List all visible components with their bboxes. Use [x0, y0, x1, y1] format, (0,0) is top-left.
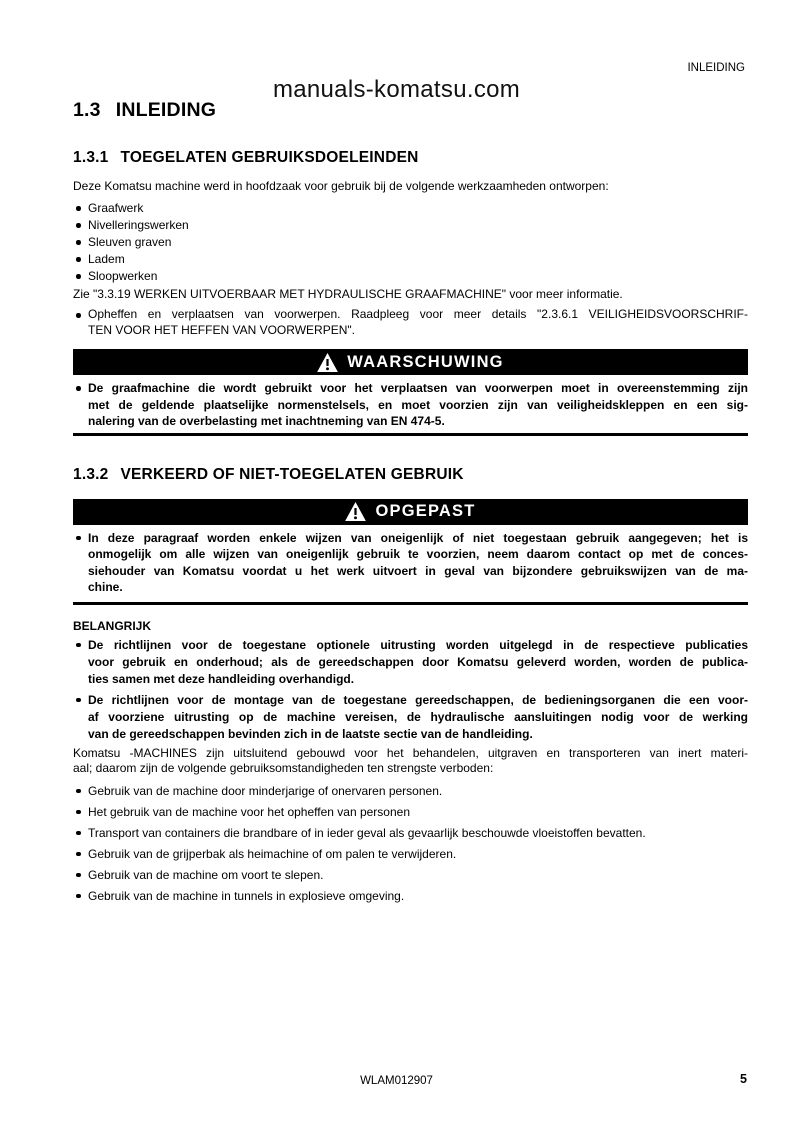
- list-item: [73, 268, 748, 285]
- text-line: voor gebruik en onderhoud; als de gereedschappen door Komatsu geleverd worden, worden de publica-: [88, 654, 748, 669]
- bullet-icon: [76, 223, 81, 228]
- section-heading-1-3: [73, 99, 748, 121]
- text-line: Opheffen en verplaatsen van voorwerpen. Raadpleeg voor meer details "2.3.6.1 VEILIGHEIDSVOORSCHRIF-: [88, 307, 748, 321]
- bullet-icon: [76, 386, 81, 391]
- warning-triangle-icon: [317, 353, 338, 372]
- list-item: [73, 888, 748, 904]
- bullet-icon: [76, 831, 81, 836]
- list-item-text: Transport van containers die brandbare of in ieder geval als gevaarlijk beschouwde vloeistoffen bevatten.: [88, 825, 646, 840]
- footer-page-number: 5: [740, 1072, 747, 1086]
- list-item: [73, 804, 748, 820]
- bullet-icon: [76, 643, 81, 648]
- list-item-text: Graafwerk: [88, 201, 144, 215]
- caution-banner: [73, 499, 748, 525]
- intro-paragraph: Deze Komatsu machine werd in hoofdzaak voor gebruik bij de volgende werkzaamheden ontworpen:: [73, 179, 609, 193]
- bullet-icon: [76, 789, 81, 794]
- list-item: [73, 825, 748, 841]
- list-item-text: Sloopwerken: [88, 269, 158, 283]
- warning-banner: [73, 349, 748, 375]
- section-number: 1.3: [73, 99, 101, 121]
- bullet-icon: [76, 698, 81, 703]
- running-header: INLEIDING: [687, 62, 745, 74]
- important-bullet: [73, 692, 748, 743]
- caution-bullet-text: [88, 530, 748, 596]
- list-item: [73, 846, 748, 862]
- warning-banner-label: WAARSCHUWING: [347, 352, 504, 371]
- bullet-icon: [76, 274, 81, 279]
- important-label: BELANGRIJK: [73, 618, 152, 633]
- lifting-bullet: [73, 307, 748, 338]
- text-line: In deze paragraaf worden enkele wijzen van oneigenlijk of niet toegestaan gebruik aangegeven; het is: [88, 530, 748, 545]
- bullet-icon: [76, 536, 81, 541]
- text-line: nalering van de overbelasting met inachtneming van EN 474-5.: [88, 414, 445, 429]
- list-item: [73, 867, 748, 883]
- horizontal-rule: [73, 602, 748, 605]
- caution-bullet: [73, 530, 748, 596]
- prohibited-uses-list: [73, 783, 748, 904]
- bullet-icon: [76, 873, 81, 878]
- list-item: [73, 234, 748, 251]
- lifting-bullet-text: [88, 307, 748, 338]
- list-item-text: Gebruik van de machine om voort te slepen.: [88, 867, 324, 882]
- text-line: Komatsu -MACHINES zijn uitsluitend gebouwd voor het behandelen, uitgraven en transporteren van inert materi-: [73, 745, 748, 760]
- section-title: VERKEERD OF NIET-TOEGELATEN GEBRUIK: [120, 465, 464, 483]
- warning-triangle-icon: [345, 502, 366, 521]
- list-item: [73, 251, 748, 268]
- text-line: TEN VOOR HET HEFFEN VAN VOORWERPEN".: [88, 322, 355, 337]
- list-item-text: Gebruik van de machine in tunnels in explosieve omgeving.: [88, 888, 405, 903]
- watermark-text: manuals-komatsu.com: [272, 76, 521, 103]
- section-number: 1.3.1: [73, 149, 109, 166]
- caution-banner-label: OPGEPAST: [375, 502, 476, 521]
- text-line: ties samen met deze handleiding overhandigd.: [88, 671, 355, 686]
- section-heading-1-3-1: [73, 149, 748, 167]
- text-line: De graafmachine die wordt gebruikt voor het verplaatsen van voorwerpen moet in overeenstemming zijn: [88, 381, 748, 395]
- important-bullet-text: [88, 692, 748, 743]
- cross-reference-text: Zie "3.3.19 WERKEN UITVOERBAAR MET HYDRAULISCHE GRAAFMACHINE" voor meer informatie.: [73, 287, 623, 301]
- permitted-uses-list: [73, 200, 748, 285]
- text-line: onmogelijk om alle wijzen van oneigenlijk gebruik te voorzien, neem daarom contact op met de conces-: [88, 547, 748, 562]
- warning-bullet-text: [88, 380, 748, 430]
- warning-bullet: [73, 380, 748, 430]
- section-title: INLEIDING: [115, 99, 217, 121]
- text-line: chine.: [88, 580, 123, 595]
- text-line: af voorziene uitrusting op de machine vereisen, de hydraulische aansluitingen nodig voor de werking: [88, 709, 748, 724]
- footer-document-code: WLAM012907: [360, 1075, 433, 1087]
- bullet-icon: [76, 240, 81, 245]
- list-item: [73, 200, 748, 217]
- list-item: [73, 783, 748, 799]
- list-item-text: Ladem: [88, 252, 125, 266]
- horizontal-rule: [73, 433, 748, 436]
- list-item: [73, 217, 748, 234]
- section-number: 1.3.2: [73, 465, 109, 483]
- list-item-text: Nivelleringswerken: [88, 218, 189, 232]
- important-bullet-text: [88, 637, 748, 688]
- text-line: aal; daarom zijn de volgende gebruiksomstandigheden ten strengste verboden:: [73, 761, 494, 776]
- section-title: TOEGELATEN GEBRUIKSDOELEINDEN: [120, 149, 419, 166]
- text-line: De richtlijnen voor de montage van de toegestane gereedschappen, de bedieningsorganen die een voor-: [88, 692, 748, 707]
- section-heading-1-3-2: [73, 466, 748, 484]
- prohibited-intro-text: [73, 746, 748, 777]
- prohibited-intro: [73, 746, 748, 777]
- list-item-text: Het gebruik van de machine voor het opheffen van personen: [88, 804, 410, 819]
- bullet-icon: [76, 810, 81, 815]
- text-line: met de geldende plaatselijke normenstelsels, en moet voorzien zijn van veiligheidskleppen en een sig-: [88, 397, 748, 412]
- text-line: De richtlijnen voor de toegestane optionele uitrusting worden uitgelegd in de respectieve publicaties: [88, 637, 748, 652]
- bullet-icon: [76, 206, 81, 211]
- page-content: [73, 0, 748, 909]
- important-bullet: [73, 637, 748, 688]
- list-item-text: Sleuven graven: [88, 235, 172, 249]
- list-item-text: Gebruik van de grijperbak als heimachine of om palen te verwijderen.: [88, 846, 457, 861]
- text-line: van de gereedschappen bevinden zich in de laatste sectie van de handleiding.: [88, 726, 533, 741]
- text-line: siehouder van Komatsu voordat u het werk uitvoert in geval van bijzondere gebruikswijzen van de ma-: [88, 563, 748, 578]
- bullet-icon: [76, 894, 81, 899]
- bullet-icon: [76, 313, 81, 318]
- bullet-icon: [76, 852, 81, 857]
- list-item-text: Gebruik van de machine door minderjarige of onervaren personen.: [88, 783, 443, 798]
- bullet-icon: [76, 257, 81, 262]
